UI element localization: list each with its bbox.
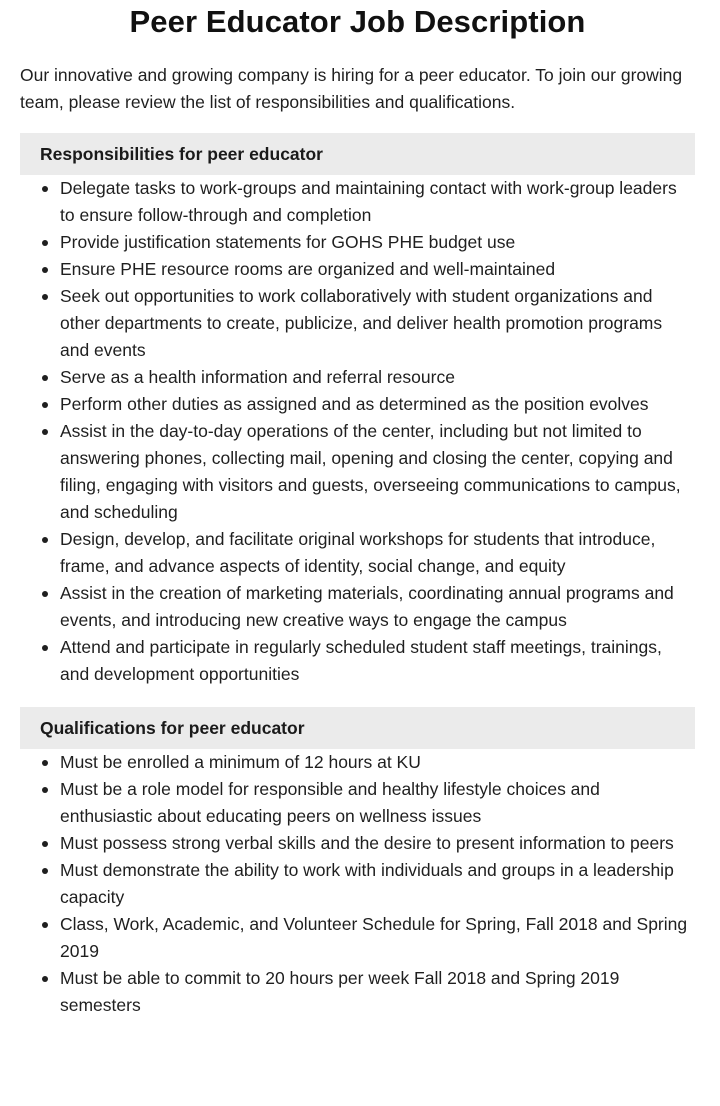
list-item: Design, develop, and facilitate original workshops for students that introduce, frame, and advance aspects of identity, social change, and equity bbox=[20, 526, 695, 580]
responsibilities-list bbox=[20, 175, 695, 688]
list-item: Seek out opportunities to work collaboratively with student organizations and other departments to create, publicize, and deliver health promotion programs and events bbox=[20, 283, 695, 364]
responsibilities-heading: Responsibilities for peer educator bbox=[20, 133, 695, 175]
list-item: Assist in the day-to-day operations of the center, including but not limited to answering phones, collecting mail, opening and closing the center, copying and filing, engaging with visitors and guests, overseeing communications to campus, and scheduling bbox=[20, 418, 695, 526]
list-item: Must be a role model for responsible and healthy lifestyle choices and enthusiastic about educating peers on wellness issues bbox=[20, 776, 695, 830]
list-item: Serve as a health information and referral resource bbox=[20, 364, 695, 391]
list-item: Must possess strong verbal skills and the desire to present information to peers bbox=[20, 830, 695, 857]
page-title: Peer Educator Job Description bbox=[129, 4, 586, 39]
intro-paragraph: Our innovative and growing company is hiring for a peer educator. To join our growing team, please review the list of responsibilities and qualifications. bbox=[20, 65, 683, 112]
list-item: Ensure PHE resource rooms are organized and well-maintained bbox=[20, 256, 695, 283]
list-item: Class, Work, Academic, and Volunteer Schedule for Spring, Fall 2018 and Spring 2019 bbox=[20, 911, 695, 965]
list-item: Attend and participate in regularly scheduled student staff meetings, trainings, and development opportunities bbox=[20, 634, 695, 688]
qualifications-list bbox=[20, 749, 695, 1019]
list-item: Perform other duties as assigned and as determined as the position evolves bbox=[20, 391, 695, 418]
list-item: Assist in the creation of marketing materials, coordinating annual programs and events, and introducing new creative ways to engage the campus bbox=[20, 580, 695, 634]
list-item: Must be enrolled a minimum of 12 hours at KU bbox=[20, 749, 695, 776]
list-item: Must be able to commit to 20 hours per week Fall 2018 and Spring 2019 semesters bbox=[20, 965, 695, 1019]
list-item: Delegate tasks to work-groups and maintaining contact with work-group leaders to ensure follow-through and completion bbox=[20, 175, 695, 229]
list-item: Must demonstrate the ability to work with individuals and groups in a leadership capacity bbox=[20, 857, 695, 911]
list-item: Provide justification statements for GOHS PHE budget use bbox=[20, 229, 695, 256]
qualifications-heading: Qualifications for peer educator bbox=[20, 707, 695, 749]
